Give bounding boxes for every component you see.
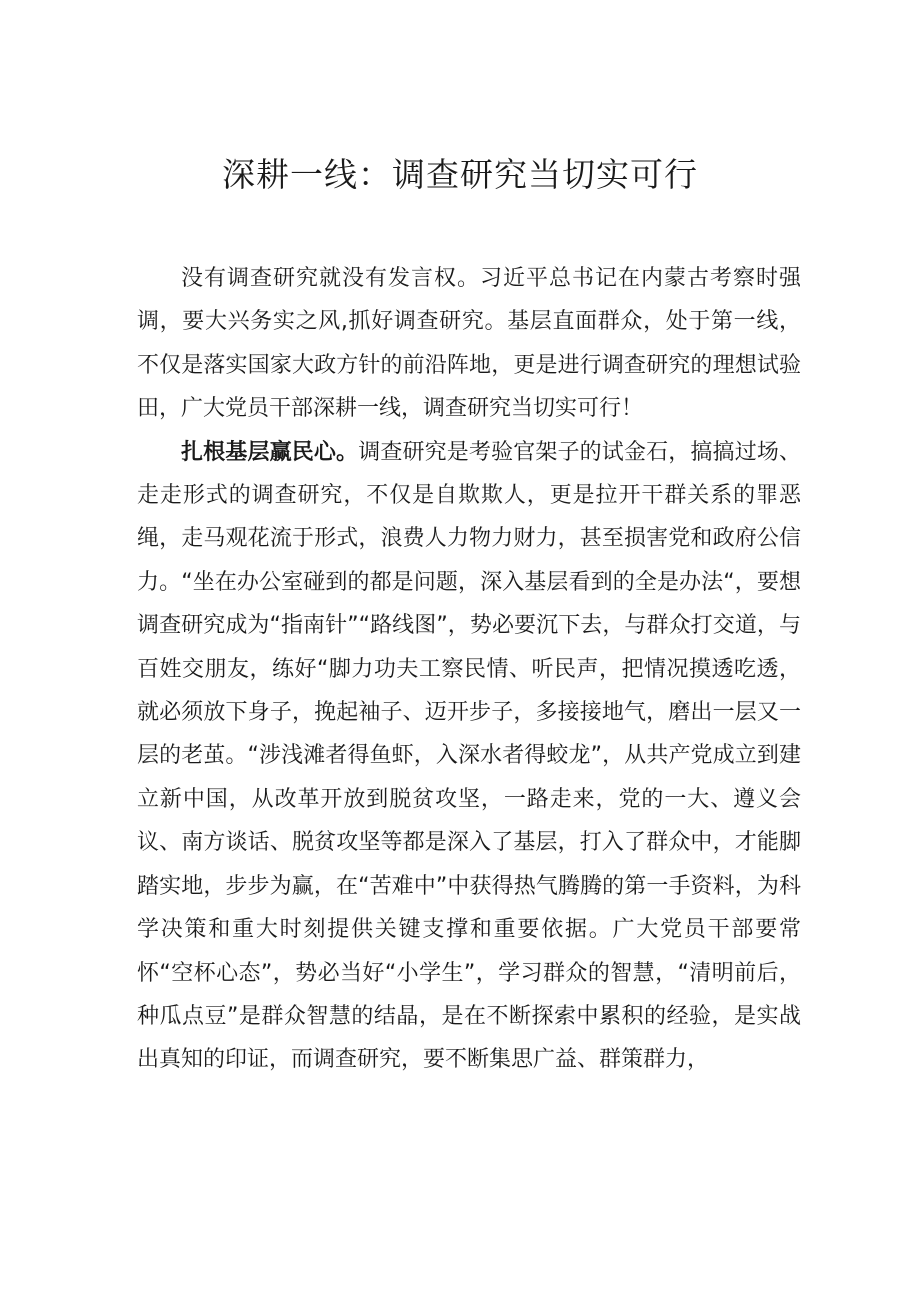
paragraph-intro xyxy=(137,257,801,431)
paragraph-text: 调查研究是考验官架子的试金石，搞搞过场、走走形式的调查研究，不仅是自欺欺人，更是拉开干群关系的罪恶绳，走马观花流于形式，浪费人力物力财力，甚至损害党和政府公信力。“坐在办公室碰到的都是问题，深入基层看到的全是办法“，要想调查研究成为“指南针”“路线图”，势必要沉下去，与群众打交道，与百姓交朋友，练好“脚力功夫工察民情、听民声，把情况摸透吃透，就必须放下身子，挽起袖子、迈开步子，多接接地气，磨出一层又一层的老茧。“涉浅滩者得鱼虾，入深水者得蛟龙”，从共产党成立到建立新中国，从改革开放到脱贫攻坚，一路走来，党的一大、遵义会议、南方谈话、脱贫攻坚等都是深入了基层，打入了群众中，才能脚踏实地，步步为赢，在“苦难中”中获得热气腾腾的第一手资料，为科学决策和重大时刻提供关键支撑和重要依据。广大党员干部要常怀“空杯心态”，势必当好“小学生”，学习群众的智慧，“清明前后，种瓜点豆”是群众智慧的结晶，是在不断探索中累积的经验，是实战出真知的印证，而调查研究，要不断集思广益、群策群力， xyxy=(137,439,801,1073)
document-body xyxy=(137,257,801,1082)
paragraph-text: 没有调查研究就没有发言权。习近平总书记在内蒙古考察时强调，要大兴务实之风,抓好调查研究。基层直面群众，处于第一线，不仅是落实国家大政方针的前沿阵地，更是进行调查研究的理想试验田，广大党员干部深耕一线，调查研究当切实可行！ xyxy=(137,266,801,422)
paragraph-grassroots xyxy=(137,431,801,1082)
document-title: 深耕一线：调查研究当切实可行 xyxy=(222,155,698,194)
paragraph-lead: 扎根基层赢民心。 xyxy=(181,439,359,465)
